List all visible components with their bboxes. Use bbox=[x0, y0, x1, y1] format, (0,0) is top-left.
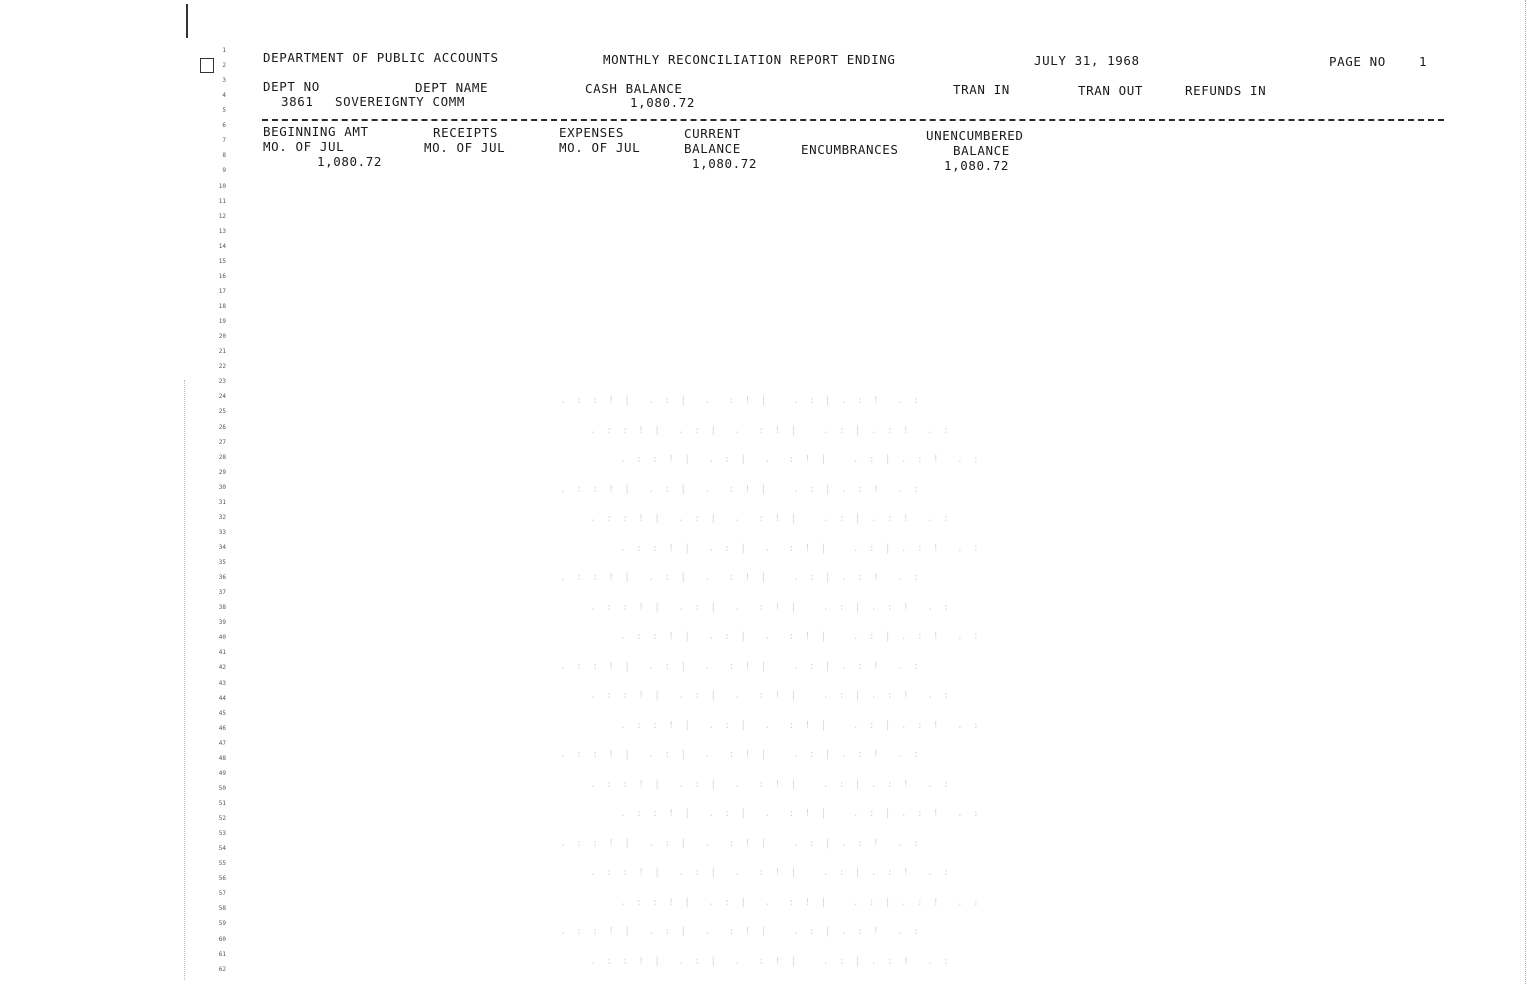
line-number: 12 bbox=[218, 212, 226, 220]
page-label: PAGE NO bbox=[1329, 54, 1386, 69]
current-balance-value: 1,080.72 bbox=[692, 156, 758, 171]
line-number: 56 bbox=[218, 875, 226, 883]
unencumbered-balance-value: 1,080.72 bbox=[944, 158, 1010, 173]
line-number: 50 bbox=[218, 784, 226, 792]
dept-number: 3861 bbox=[281, 94, 314, 109]
bleed-through-row: . : : ! | . : | . : ! | . : | . : ! . : bbox=[560, 572, 921, 583]
line-number: 20 bbox=[218, 333, 226, 341]
line-number: 42 bbox=[218, 664, 226, 672]
report-date: JULY 31, 1968 bbox=[1034, 53, 1140, 68]
line-number: 17 bbox=[218, 287, 226, 295]
col-current-balance: BALANCE bbox=[684, 141, 741, 156]
line-number: 58 bbox=[218, 905, 226, 913]
col-refunds-in: REFUNDS IN bbox=[1185, 83, 1267, 98]
line-number: 16 bbox=[218, 272, 226, 280]
bleed-through-row: . : : ! | . : | . : ! | . : | . : ! . : bbox=[620, 719, 981, 731]
line-number: 5 bbox=[222, 107, 226, 115]
line-number: 30 bbox=[218, 483, 226, 491]
line-number: 37 bbox=[218, 589, 226, 597]
line-number: 52 bbox=[218, 815, 226, 823]
line-number: 15 bbox=[218, 257, 226, 265]
col-dept-no: DEPT NO bbox=[263, 79, 320, 94]
line-number: 14 bbox=[218, 242, 226, 250]
line-number: 51 bbox=[218, 800, 226, 807]
agency-name: DEPARTMENT OF PUBLIC ACCOUNTS bbox=[263, 50, 499, 65]
line-number: 54 bbox=[218, 845, 226, 853]
line-number: 38 bbox=[218, 604, 226, 612]
line-number: 25 bbox=[218, 408, 226, 416]
line-number: 40 bbox=[218, 634, 226, 642]
line-number: 47 bbox=[218, 739, 226, 747]
bleed-through-row: . : : ! | . : | . : ! | . : | . : ! . : bbox=[620, 631, 981, 642]
line-number: 32 bbox=[218, 513, 226, 521]
bleed-through-row: . : : ! | . : | . : ! | . : | . : ! . : bbox=[590, 690, 951, 701]
line-number: 8 bbox=[222, 152, 226, 160]
dept-name: SOVEREIGNTY COMM bbox=[335, 94, 466, 109]
col-unencumbered-balance: BALANCE bbox=[953, 143, 1010, 158]
col-current: CURRENT bbox=[684, 126, 741, 141]
line-number: 11 bbox=[218, 197, 226, 205]
bleed-through-row: . : : ! | . : | . : ! | . : | . : ! . : bbox=[560, 395, 921, 406]
bleed-through-row: . : : ! | . : | . : ! | . : | . : ! . : bbox=[590, 601, 951, 613]
line-number: 34 bbox=[218, 543, 226, 551]
line-number: 7 bbox=[222, 137, 226, 145]
separator-rule bbox=[262, 119, 1444, 121]
col-receipts: RECEIPTS bbox=[433, 125, 499, 140]
line-number: 55 bbox=[218, 860, 226, 868]
col-encumbrances: ENCUMBRANCES bbox=[801, 142, 899, 157]
line-number: 28 bbox=[218, 453, 226, 461]
col-tran-out: TRAN OUT bbox=[1078, 83, 1144, 98]
left-margin-dots bbox=[184, 380, 185, 980]
report-title: MONTHLY RECONCILIATION REPORT ENDING bbox=[603, 52, 896, 67]
col-unencumbered: UNENCUMBERED bbox=[926, 128, 1024, 143]
line-number: 18 bbox=[218, 303, 226, 311]
line-number: 53 bbox=[218, 830, 226, 838]
line-number: 60 bbox=[218, 935, 226, 943]
line-number: 4 bbox=[222, 92, 226, 100]
line-number: 45 bbox=[218, 709, 226, 717]
line-number: 35 bbox=[218, 559, 226, 567]
bleed-through-row: . : : ! | . : | . : ! | . : | . : ! . : bbox=[590, 867, 951, 878]
col-expenses: EXPENSES bbox=[559, 125, 625, 140]
line-number: 33 bbox=[218, 528, 226, 536]
line-number: 29 bbox=[218, 468, 226, 476]
line-number: 27 bbox=[218, 438, 226, 446]
col-receipts-month: MO. OF JUL bbox=[424, 140, 506, 155]
line-number: 61 bbox=[218, 950, 226, 958]
line-number: 44 bbox=[218, 694, 226, 702]
col-beginning-amt: BEGINNING AMT bbox=[263, 124, 369, 139]
line-number: 21 bbox=[218, 348, 226, 356]
cash-balance-value: 1,080.72 bbox=[630, 95, 696, 110]
col-expenses-month: MO. OF JUL bbox=[559, 140, 641, 155]
bleed-through-row: . : : ! | . : | . : ! | . : | . : ! . : bbox=[590, 778, 951, 790]
line-number: 24 bbox=[218, 393, 226, 401]
line-number: 3 bbox=[222, 77, 226, 85]
line-number: 62 bbox=[218, 965, 226, 973]
line-number: 43 bbox=[218, 679, 226, 687]
bleed-through-row: . : : ! | . : | . : ! | . : | . : ! . : bbox=[560, 749, 921, 760]
line-number: 49 bbox=[218, 769, 226, 777]
line-number: 2 bbox=[222, 62, 226, 70]
line-number: 19 bbox=[218, 318, 226, 326]
bleed-through-row: . : : ! | . : | . : ! | . : | . : ! . : bbox=[620, 542, 981, 554]
right-margin-dots bbox=[1525, 0, 1526, 984]
line-number: 36 bbox=[218, 574, 226, 582]
line-number: 39 bbox=[218, 619, 226, 627]
line-number: 46 bbox=[218, 724, 226, 732]
line-number: 10 bbox=[218, 182, 226, 190]
line-number: 23 bbox=[218, 378, 226, 386]
bleed-through-row: . : : ! | . : | . : ! | . : | . : ! . : bbox=[560, 660, 921, 672]
beginning-amt-value: 1,080.72 bbox=[317, 154, 383, 169]
col-dept-name: DEPT NAME bbox=[415, 80, 489, 95]
line-number: 6 bbox=[222, 122, 226, 130]
line-number: 57 bbox=[218, 890, 226, 898]
bleed-through-row: . : : ! | . : | . : ! | . : | . : ! . : bbox=[560, 483, 921, 495]
line-number: 59 bbox=[218, 920, 226, 928]
bleed-through-row: . : : ! | . : | . : ! | . : | . : ! . : bbox=[590, 955, 951, 967]
col-beginning-month: MO. OF JUL bbox=[263, 139, 345, 154]
bleed-through-row: . : : ! | . : | . : ! | . : | . : ! . : bbox=[560, 926, 921, 937]
page-number: 1 bbox=[1419, 54, 1428, 69]
line-number: 22 bbox=[218, 363, 226, 371]
bleed-through-row: . : : ! | . : | . : ! | . : | . : ! . : bbox=[620, 808, 981, 819]
bleed-through-row: . : : ! | . : | . : ! | . : | . : ! . : bbox=[560, 837, 921, 849]
line-number: 48 bbox=[218, 754, 226, 762]
line-number: 1 bbox=[222, 47, 226, 54]
col-cash-balance: CASH BALANCE bbox=[585, 81, 683, 96]
bleed-through-row: . : : ! | . : | . : ! | . : | . : ! . : bbox=[590, 513, 951, 524]
bleed-through-row: . : : ! | . : | . : ! | . : | . : ! . : bbox=[620, 454, 981, 465]
bleed-through-row: . : : ! | . : | . : ! | . : | . : ! . : bbox=[590, 424, 951, 436]
col-tran-in: TRAN IN bbox=[953, 82, 1010, 97]
line-number: 41 bbox=[218, 649, 226, 657]
line-number: 31 bbox=[218, 498, 226, 506]
line-number: 13 bbox=[218, 227, 226, 235]
line-number: 9 bbox=[222, 167, 226, 175]
left-margin-line bbox=[186, 4, 188, 38]
line-number: 26 bbox=[218, 423, 226, 431]
bleed-through-row: . : : ! | . : | . : ! | . : | . : ! . : bbox=[620, 896, 981, 908]
